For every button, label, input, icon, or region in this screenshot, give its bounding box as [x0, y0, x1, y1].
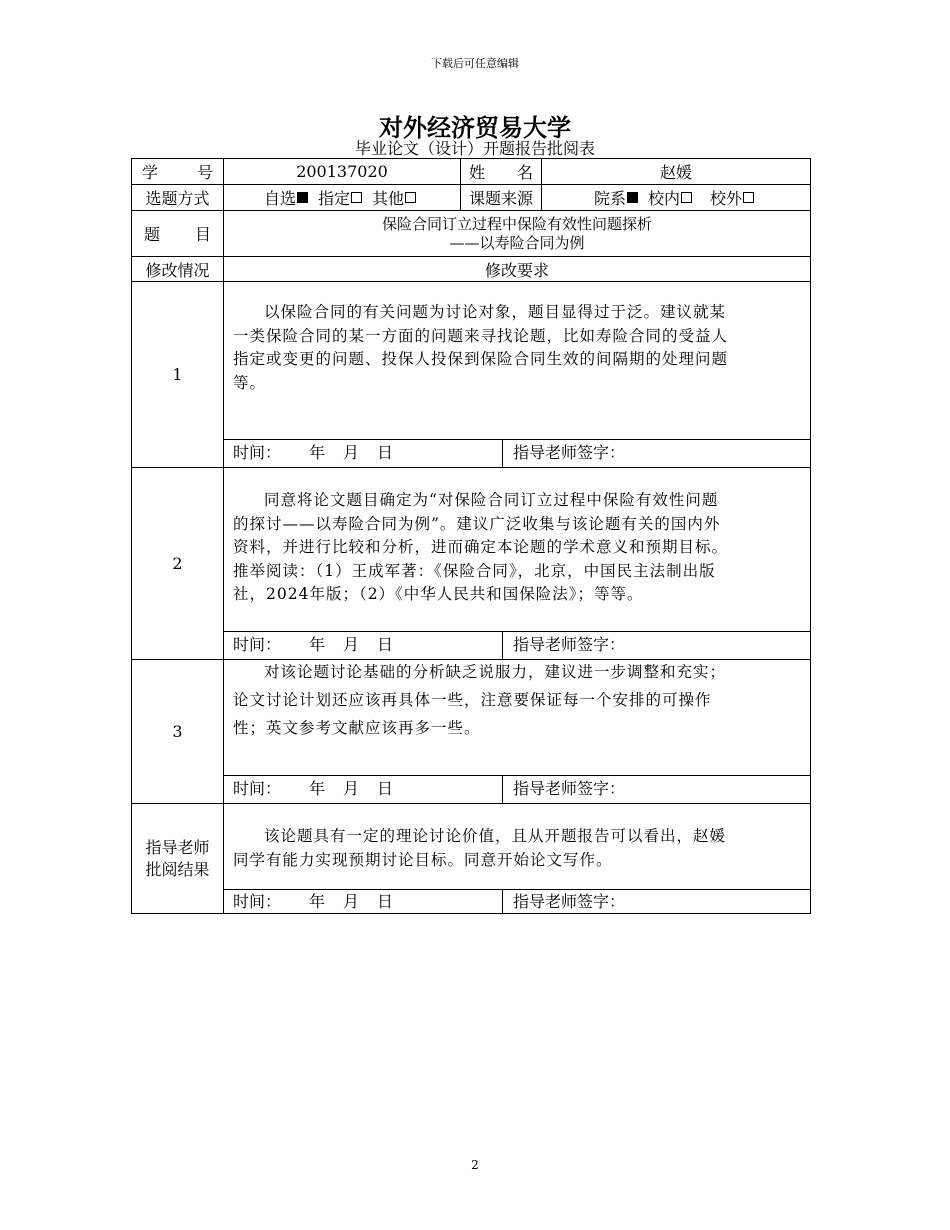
revision-index: 1 — [172, 365, 183, 384]
name-label: 姓 名 — [469, 163, 533, 182]
signature-date: 时间： 年 月 日 — [233, 892, 394, 911]
sig-divider — [502, 439, 503, 467]
unchecked-box-icon[interactable] — [405, 192, 416, 203]
table-border-right — [810, 158, 811, 914]
student-id-value: 200137020 — [296, 162, 388, 181]
advisor-signature: 指导老师签字： — [513, 779, 626, 798]
signature-date: 时间： 年 月 日 — [233, 779, 394, 798]
final-review-label: 指导老师 批阅结果 — [145, 837, 210, 879]
unchecked-box-icon[interactable] — [743, 192, 754, 203]
table-rule — [131, 803, 811, 804]
unchecked-box-icon[interactable] — [351, 192, 362, 203]
thesis-title-value — [224, 211, 810, 256]
form-subtitle: 毕业论文（设计）开题报告批阅表 — [354, 139, 595, 158]
advisor-signature: 指导老师签字： — [513, 892, 626, 911]
thesis-title-label: 题 目 — [144, 225, 211, 244]
student-name-value: 赵媛 — [659, 163, 692, 182]
table-rule — [131, 281, 811, 282]
thesis-title-line: 保险合同订立过程中保险有效性问题探析 — [381, 214, 652, 233]
advisor-signature: 指导老师签字： — [513, 443, 626, 462]
revision-requirements-header: 修改要求 — [484, 260, 549, 280]
table-rule — [131, 913, 811, 914]
checked-box-icon[interactable] — [297, 192, 308, 203]
topic-mode-options — [224, 185, 460, 210]
source-outside-label: 校外 — [710, 189, 743, 208]
advisor-signature: 指导老师签字： — [513, 635, 626, 654]
option-self-label: 自选 — [263, 189, 296, 208]
signature-date: 时间： 年 月 日 — [233, 443, 394, 462]
review-form-table — [131, 158, 811, 914]
final-review-comment: 该论题具有一定的理论讨论价值，且从开题报告可以看出，赵媛 同学有能力实现预期讨论目标。同意开始论文写作。 — [233, 827, 727, 869]
thesis-subtitle-line: ——以寿险合同为例 — [449, 233, 585, 252]
option-other-label: 其他 — [372, 189, 405, 208]
source-inside-label: 校内 — [647, 189, 680, 208]
option-assigned-label: 指定 — [317, 189, 350, 208]
revision-status-header: 修改情况 — [145, 260, 210, 280]
page-number: 2 — [471, 1158, 479, 1172]
revision-comment: 以保险合同的有关问题为讨论对象，题目显得过于泛。建议就某 一类保险合同的某一方面的问题来寻找论题，比如寿险合同的受益人 指定或变更的问题、投保人投保到保险合同生效的间隔期的处理问题 等。 — [233, 303, 729, 392]
student-id-label: 学 号 — [142, 163, 213, 182]
topic-source-options — [542, 185, 810, 210]
university-title: 对外经济贸易大学 — [379, 114, 571, 142]
revision-comment: 同意将论文题目确定为“对保险合同订立过程中保险有效性问题 的探讨——以寿险合同为例”。建议广泛收集与该论题有关的国内外 资料，并进行比较和分析，进而确定本论题的学术意义和预期目标。 推举阅读：（1）王成军著：《保险合同》，北京，中国民主法制出版 社，2024年版；（2）《中华人民共和国保险法》；等等。 — [233, 491, 729, 603]
signature-date: 时间： 年 月 日 — [233, 635, 394, 654]
header-note: 下载后可任意编辑 — [431, 57, 519, 70]
unchecked-box-icon[interactable] — [681, 192, 692, 203]
topic-source-label: 课题来源 — [468, 189, 533, 208]
revision-comment: 对该论题讨论基础的分析缺乏说服力，建议进一步调整和充实； 论文讨论计划还应该再具体一些，注意要保证每一个安排的可操作 性；英文参考文献应该再多一些。 — [233, 663, 727, 737]
sig-divider — [502, 631, 503, 659]
revision-index: 3 — [172, 722, 183, 741]
sig-divider — [502, 775, 503, 803]
sig-divider — [502, 889, 503, 914]
revision-index: 2 — [172, 554, 183, 573]
checked-box-icon[interactable] — [627, 192, 638, 203]
topic-mode-label: 选题方式 — [145, 189, 210, 208]
table-rule — [131, 467, 811, 468]
source-dept-label: 院系 — [593, 189, 626, 208]
